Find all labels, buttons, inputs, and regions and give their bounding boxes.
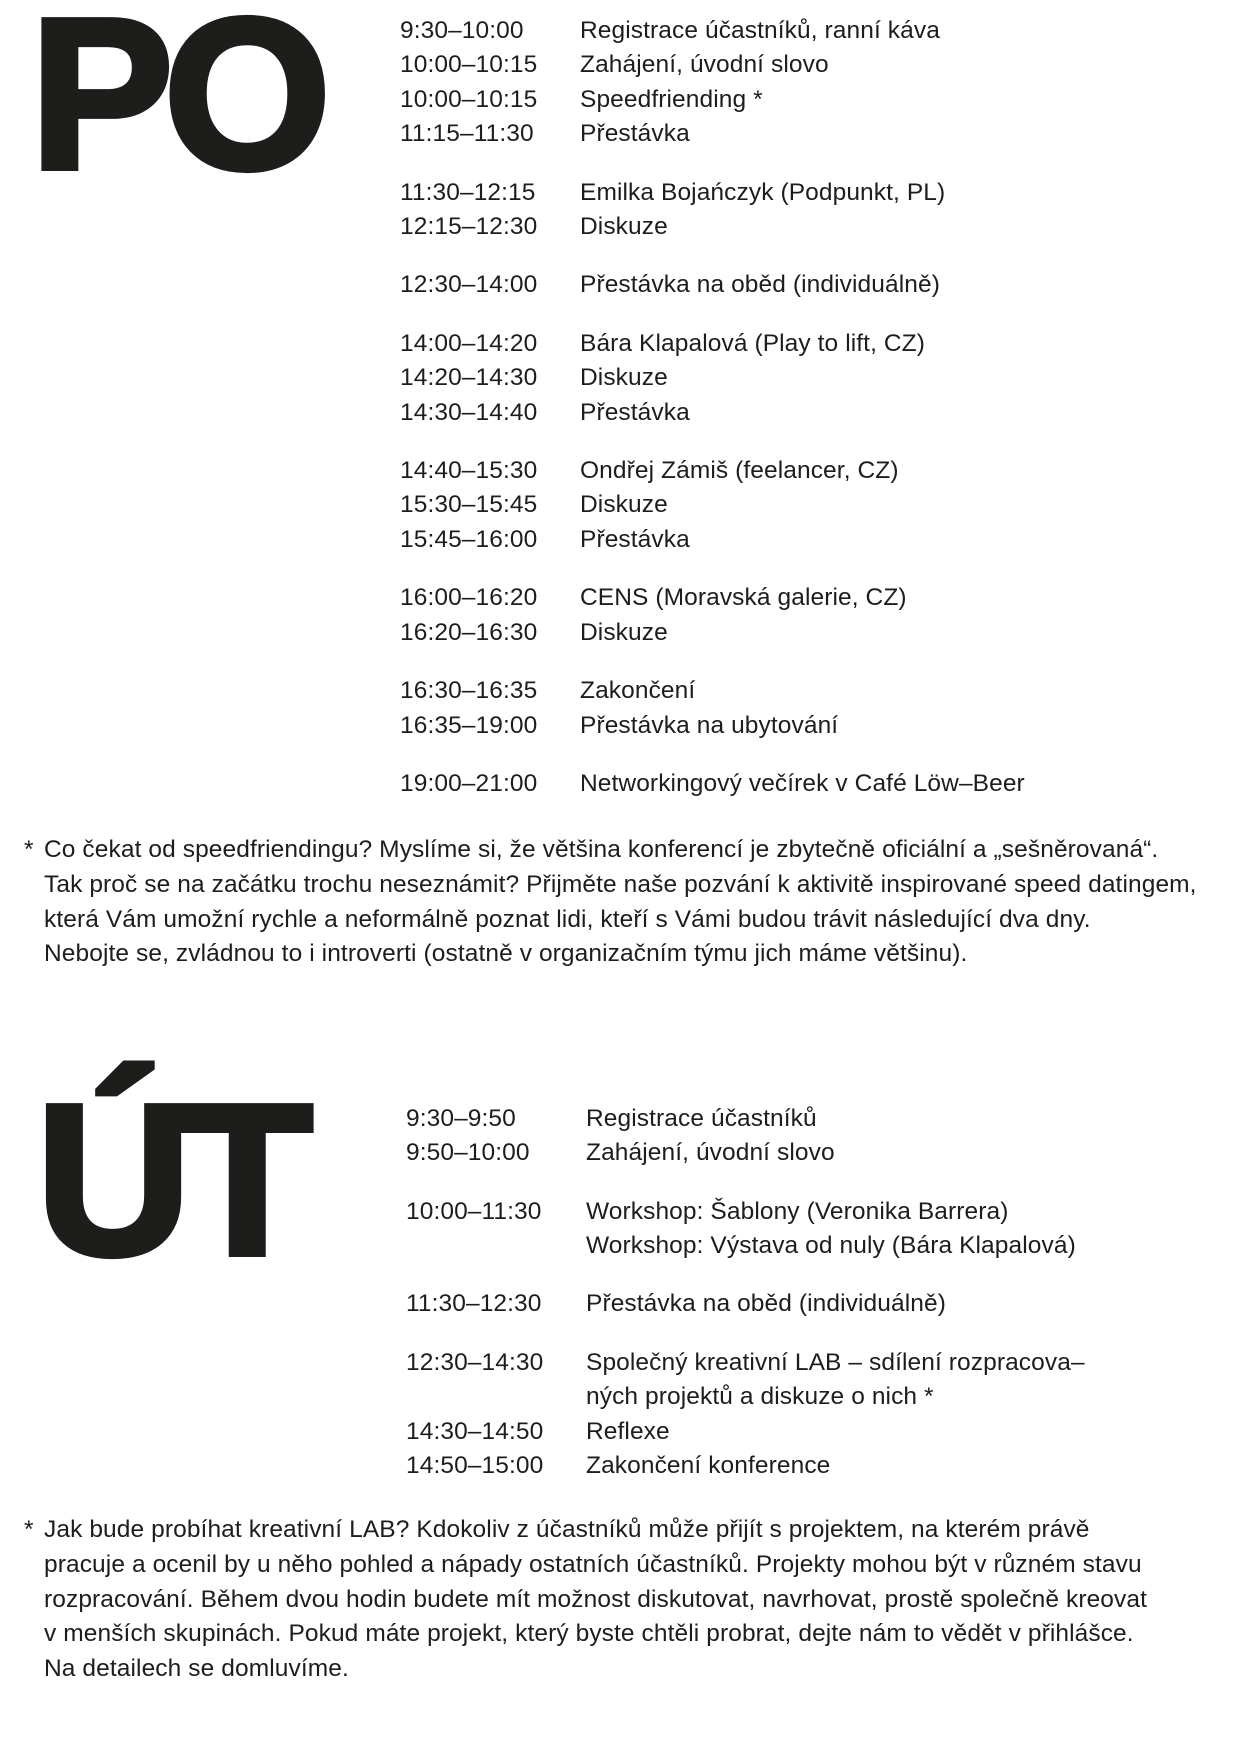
footnote-line: Tak proč se na začátku trochu neseznámit? Přijměte naše pozvání k aktivitě inspirované speed datingem, xyxy=(44,870,1197,898)
schedule-gap xyxy=(400,152,1219,176)
row-desc: Zakončení konference xyxy=(586,1451,831,1479)
footnote-star: * xyxy=(24,836,34,864)
footnote-speedfriending xyxy=(22,833,1219,971)
schedule-row xyxy=(400,176,1219,210)
row-time: 16:30–16:35 xyxy=(400,677,538,705)
schedule-gap xyxy=(406,1263,1219,1287)
schedule-row xyxy=(400,361,1219,395)
row-time: 10:00–10:15 xyxy=(400,85,538,113)
footnote-line: Jak bude probíhat kreativní LAB? Kdokoliv z účastníků může přijít s projektem, na kterém právě xyxy=(44,1516,1090,1544)
schedule-row xyxy=(406,1346,1219,1380)
schedule-row xyxy=(400,327,1219,361)
schedule-gap xyxy=(400,303,1219,327)
footnote-line: Nebojte se, zvládnou to i introverti (ostatně v organizačním týmu jich máme většinu). xyxy=(44,940,968,968)
row-time: 14:30–14:50 xyxy=(406,1417,544,1445)
footnote-line: Na detailech se domluvíme. xyxy=(44,1654,349,1682)
footnote-star: * xyxy=(24,1516,34,1544)
day-logo-monday: PO xyxy=(30,0,322,214)
row-time: 10:00–11:30 xyxy=(406,1197,542,1225)
footnote-line: v menších skupinách. Pokud máte projekt, který byste chtěli probrat, dejte nám to vědět v přihlášce. xyxy=(44,1620,1134,1648)
footnote-body xyxy=(44,1513,1219,1686)
schedule-row xyxy=(400,117,1219,151)
schedule-row xyxy=(400,523,1219,557)
schedule-row xyxy=(400,396,1219,430)
row-time: 14:30–14:40 xyxy=(400,398,538,426)
row-desc: Přestávka xyxy=(580,120,690,148)
row-time: 16:20–16:30 xyxy=(400,618,538,646)
row-desc: Zakončení xyxy=(580,677,696,705)
day-block-tuesday xyxy=(22,1058,1219,1484)
row-time: 9:30–9:50 xyxy=(406,1104,516,1132)
row-time: 9:30–10:00 xyxy=(400,17,524,44)
schedule-row xyxy=(400,488,1219,522)
row-desc: Přestávka na ubytování xyxy=(580,711,839,739)
schedule-row xyxy=(400,210,1219,244)
schedule-gap xyxy=(400,650,1219,674)
schedule-gap xyxy=(406,1322,1219,1346)
schedule-gap xyxy=(400,244,1219,268)
row-desc: Emilka Bojańczyk (Podpunkt, PL) xyxy=(580,178,946,206)
schedule-row xyxy=(406,1136,1219,1170)
schedule-row xyxy=(406,1195,1219,1229)
row-desc: Bára Klapalová (Play to lift, CZ) xyxy=(580,329,926,357)
row-desc: Workshop: Šablony (Veronika Barrera) xyxy=(586,1197,1009,1225)
row-time: 11:15–11:30 xyxy=(400,120,534,148)
row-desc: Ondřej Zámiš (feelancer, CZ) xyxy=(580,457,899,485)
schedule-row xyxy=(400,454,1219,488)
row-time: 16:35–19:00 xyxy=(400,711,538,739)
row-desc: Registrace účastníků xyxy=(586,1104,817,1132)
row-desc: Workshop: Výstava od nuly (Bára Klapalová) xyxy=(586,1231,1076,1259)
footnote-creative-lab xyxy=(22,1513,1219,1686)
row-time: 14:00–14:20 xyxy=(400,329,538,357)
schedule-monday xyxy=(400,0,1219,801)
schedule-row xyxy=(400,709,1219,743)
row-desc: Diskuze xyxy=(580,618,668,646)
schedule-tuesday xyxy=(406,1088,1219,1484)
schedule-row xyxy=(400,767,1219,801)
row-desc: Reflexe xyxy=(586,1417,670,1445)
schedule-row xyxy=(400,616,1219,650)
schedule-gap xyxy=(406,1171,1219,1195)
day-logo-tuesday: ÚT xyxy=(36,1058,304,1300)
row-time: 12:30–14:00 xyxy=(400,271,538,299)
schedule-row xyxy=(406,1449,1219,1483)
row-desc: Přestávka xyxy=(580,525,690,553)
row-time: 15:30–15:45 xyxy=(400,491,538,519)
schedule-row xyxy=(400,581,1219,615)
row-time: 14:40–15:30 xyxy=(400,457,538,485)
schedule-gap xyxy=(400,557,1219,581)
schedule-row xyxy=(406,1415,1219,1449)
footnote-line: rozpracování. Během dvou hodin budete mít možnost diskutovat, navrhovat, prostě společně kreovat xyxy=(44,1585,1147,1613)
schedule-gap xyxy=(400,743,1219,767)
footnote-line: pracuje a ocenil by u něho pohled a nápady ostatních účastníků. Projekty mohou být v různém stavu xyxy=(44,1550,1142,1578)
row-desc: Diskuze xyxy=(580,491,668,519)
schedule-row xyxy=(406,1287,1219,1321)
row-time: 12:15–12:30 xyxy=(400,213,538,241)
row-time: 19:00–21:00 xyxy=(400,769,538,797)
footnote-line: která Vám umožní rychle a neformálně poznat lidi, kteří s Vámi budou trávit následující dva dny. xyxy=(44,905,1091,933)
schedule-gap xyxy=(400,430,1219,454)
row-desc: ných projektů a diskuze o nich * xyxy=(586,1383,934,1411)
schedule-row xyxy=(400,268,1219,302)
schedule-row xyxy=(400,48,1219,82)
row-desc: Přestávka na oběd (individuálně) xyxy=(586,1290,946,1318)
schedule-row xyxy=(400,674,1219,708)
footnote-line: Co čekat od speedfriendingu? Myslíme si, že většina konferencí je zbytečně oficiální a „sešněrovaná“. xyxy=(44,836,1159,864)
row-time: 14:50–15:00 xyxy=(406,1451,544,1479)
row-desc: Společný kreativní LAB – sdílení rozpracova– xyxy=(586,1348,1085,1376)
row-time: 16:00–16:20 xyxy=(400,584,538,612)
day-block-monday xyxy=(22,0,1219,801)
row-desc: Zahájení, úvodní slovo xyxy=(580,51,829,79)
row-time: 14:20–14:30 xyxy=(400,364,538,392)
row-desc: Registrace účastníků, ranní káva xyxy=(580,17,940,44)
schedule-row xyxy=(406,1229,1219,1263)
row-time: 12:30–14:30 xyxy=(406,1348,544,1376)
row-time: 10:00–10:15 xyxy=(400,51,538,79)
row-desc: Speedfriending * xyxy=(580,85,763,113)
row-time: 15:45–16:00 xyxy=(400,525,538,553)
schedule-row xyxy=(406,1102,1219,1136)
row-desc: Diskuze xyxy=(580,213,668,241)
row-time: 9:50–10:00 xyxy=(406,1139,530,1167)
row-desc: Přestávka na oběd (individuálně) xyxy=(580,271,940,299)
row-desc: Networkingový večírek v Café Löw–Beer xyxy=(580,769,1025,797)
schedule-row xyxy=(400,14,1219,48)
row-desc: CENS (Moravská galerie, CZ) xyxy=(580,584,907,612)
row-time: 11:30–12:15 xyxy=(400,178,536,206)
row-desc: Zahájení, úvodní slovo xyxy=(586,1139,835,1167)
footnote-body xyxy=(44,833,1219,971)
schedule-row xyxy=(406,1380,1219,1414)
schedule-row xyxy=(400,83,1219,117)
row-desc: Diskuze xyxy=(580,364,668,392)
row-desc: Přestávka xyxy=(580,398,690,426)
row-time: 11:30–12:30 xyxy=(406,1290,542,1318)
